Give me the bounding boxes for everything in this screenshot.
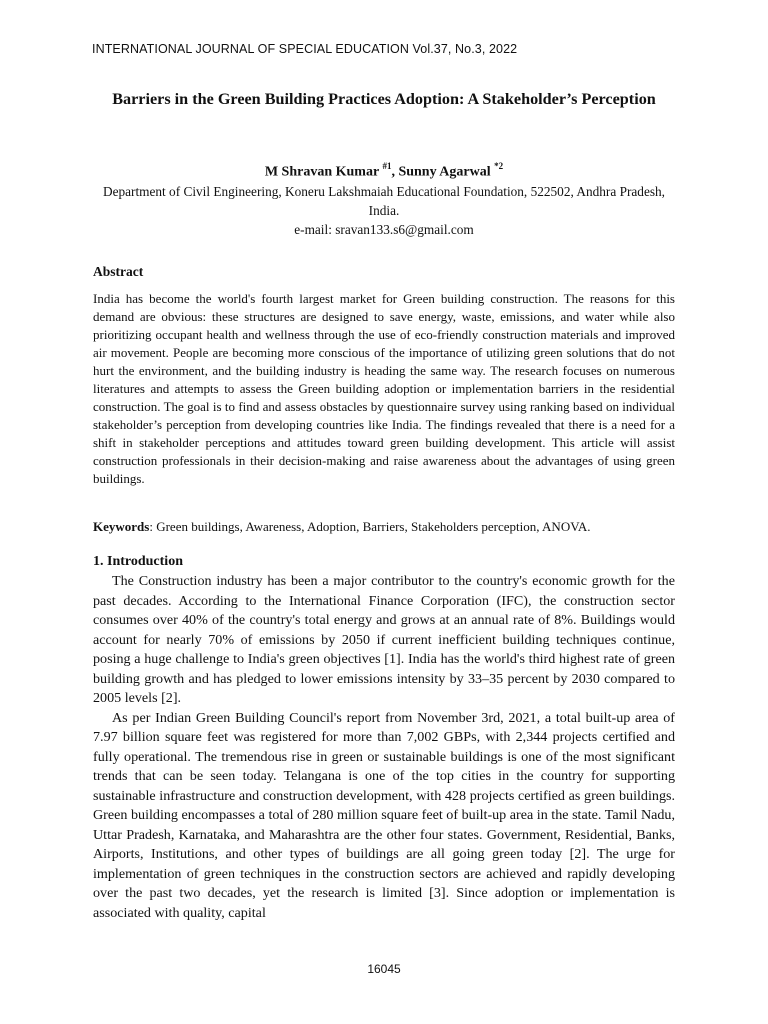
abstract-text: India has become the world's fourth largest market for Green building construction. The reasons for this demand are obvious: these structures are designed to save energy, waste, emissions, and water while also prioritizing occupant health and wellness through the use of eco-friendly construction materials and improved air movement. People are becoming more conscious of the importance of utilizing green solutions that do not hurt the environment, and the building industry is heading the same way. The research focuses on numerous literatures and attempts to assess the Green building adoption or implementation barriers in the residential construction. The goal is to find and assess obstacles by questionnaire survey using ranking based on individual stakeholder’s perception from developing countries like India. The findings revealed that there is a need for a shift in stakeholder perceptions and attitudes toward green building development. This article will assist construction professionals in their decision-making and raise awareness about the advantages of using green buildings. <box>93 291 675 487</box>
author-2-mark: *2 <box>494 161 504 171</box>
email: e-mail: sravan133.s6@gmail.com <box>294 222 474 237</box>
keywords-text: : Green buildings, Awareness, Adoption, Barriers, Stakeholders perception, ANOVA. <box>149 519 591 534</box>
affiliation: Department of Civil Engineering, Koneru Lakshmaiah Educational Foundation, 522502, Andhra Pradesh, India. <box>102 184 666 218</box>
intro-paragraph-1: The Construction industry has been a major contributor to the country's economic growth for the past decades. According to the International Finance Corporation (IFC), the construction sector consumes over 40% of the country's total energy and grows at an annual rate of 8%. Buildings would account for nearly 70% of emissions by 2050 if current inefficient building techniques continue, posing a huge challenge to India's green objectives [1]. India has the world's third highest rate of green building growth and has pledged to lower emissions intensity by 33–35 percent by 2030 compared to 2005 levels [2]. <box>93 573 675 706</box>
intro-paragraph-2: As per Indian Green Building Council's report from November 3rd, 2021, a total built-up area of 7.97 billion square feet was registered for more than 7,002 GBPs, with 2,344 projects certified and fully operational. The tremendous rise in green or sustainable buildings is one of the most significant trends that can be seen today. Telangana is one of the top cities in the country for supporting sustainable infrastructure and construction development, with 428 projects certified as green buildings. Green building encompasses a total of 280 million square feet of built-up area in the state. Tamil Nadu, Uttar Pradesh, Karnataka, and Maharashtra are the other four states. Government, Residential, Banks, Airports, Institutions, and other types of buildings are all going green today [2]. The urge for implementation of green techniques in the construction sectors are achieved and rapidly developing over the past two decades, yet the research is limited [3]. Since adoption or implementation is associated with quality, capital <box>93 709 675 921</box>
keywords-label: Keywords <box>93 519 150 534</box>
keywords <box>93 518 675 536</box>
affiliation-block <box>92 182 676 239</box>
journal-header: INTERNATIONAL JOURNAL OF SPECIAL EDUCATION Vol.37, No.3, 2022 <box>92 42 518 56</box>
introduction-heading: 1. Introduction <box>93 554 183 569</box>
introduction-body <box>93 572 675 923</box>
author-1: M Shravan Kumar <box>264 164 383 180</box>
paper-title: Barriers in the Green Building Practices Adoption: A Stakeholder’s Perception <box>112 90 656 108</box>
author-separator: , Sunny Agarwal <box>391 164 495 180</box>
author-1-mark: #1 <box>382 161 392 171</box>
author-line <box>0 162 768 181</box>
abstract-heading: Abstract <box>93 264 144 279</box>
page-number: 16045 <box>367 962 401 976</box>
